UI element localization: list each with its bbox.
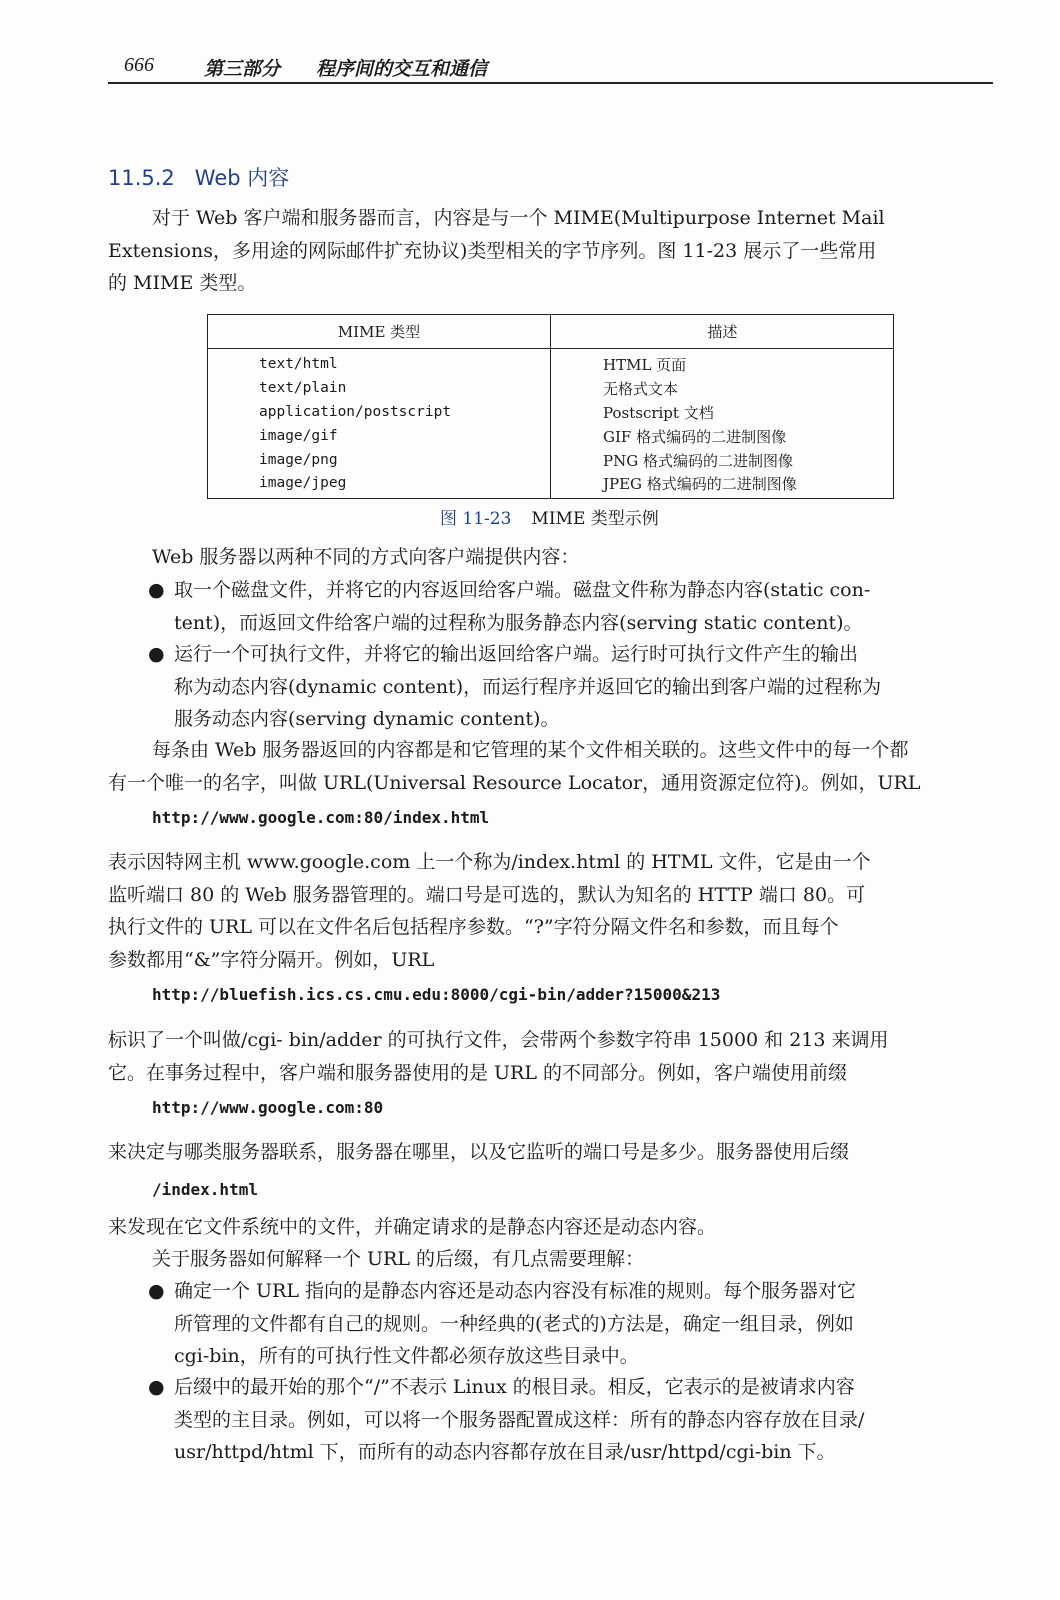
table-cell-type: image/gif (259, 428, 338, 444)
table-cell-type: image/png (259, 452, 338, 468)
text-line: 参数都用“&”字符分隔开。例如，URL (108, 948, 435, 971)
text-line: 确定一个 URL 指向的是静态内容还是动态内容没有标准的规则。每个服务器对它 (174, 1280, 857, 1302)
table-cell-desc: HTML 页面 (603, 356, 687, 374)
text-line: 标识了一个叫做/cgi- bin/adder 的可执行文件，会带两个参数字符串 15000 和 213 来调用 (108, 1029, 889, 1051)
list-item (148, 1371, 994, 1469)
bullet-icon: ● (148, 643, 165, 665)
code-suffix-example: /index.html (152, 1180, 258, 1199)
list-item-text (174, 574, 994, 639)
paragraph-decide: 来决定与哪类服务器联系，服务器在哪里，以及它监听的端口号是多少。服务器使用后缀 (108, 1141, 850, 1163)
table-cell-desc: 无格式文本 (603, 380, 679, 398)
text-line: usr/httpd/html 下，而所有的动态内容都存放在目录/usr/httpd/cgi-bin 下。 (174, 1441, 836, 1463)
text-line: 的 MIME 类型。 (108, 272, 257, 294)
section-heading (108, 162, 309, 192)
paragraph-host (108, 846, 994, 976)
table-cell-desc: Postscript 文档 (603, 404, 714, 422)
bullet-icon: ● (148, 579, 165, 601)
list-item-text (174, 638, 994, 736)
paragraph-adder (108, 1024, 994, 1089)
paragraph-serve: Web 服务器以两种不同的方式向客户端提供内容： (152, 546, 580, 568)
paragraph-points: 关于服务器如何解释一个 URL 的后缀，有几点需要理解： (152, 1248, 645, 1270)
table-divider (550, 315, 551, 498)
code-url-example: http://www.google.com:80/index.html (152, 808, 490, 827)
page-number: 666 (124, 54, 154, 76)
table-header-mime-type: MIME 类型 (337, 323, 421, 341)
section-title: Web 内容 (194, 166, 290, 190)
table-cell-type: application/postscript (259, 404, 452, 420)
table-cell-desc: PNG 格式编码的二进制图像 (603, 452, 793, 470)
text-line: cgi-bin，所有的可执行性文件都必须存放这些目录中。 (174, 1345, 639, 1367)
text-line: 后缀中的最开始的那个“/”不表示 Linux 的根目录。相反，它表示的是被请求内容 (174, 1376, 855, 1398)
list-item (148, 638, 994, 736)
table-header-description: 描述 (707, 323, 738, 341)
figure-caption (440, 504, 659, 529)
chapter-title: 程序间的交互和通信 (316, 58, 488, 80)
text-line: 有一个唯一的名字，叫做 URL(Universal Resource Locator，通用资源定位符)。例如，URL (108, 771, 921, 794)
text-line: 运行一个可执行文件，并将它的输出返回给客户端。运行时可执行文件产生的输出 (174, 643, 859, 665)
text-line: tent)，而返回文件给客户端的过程称为服务静态内容(serving static content)。 (174, 611, 863, 634)
text-line: 执行文件的 URL 可以在文件名后包括程序参数。“?”字符分隔文件名和参数，而且每个 (108, 916, 839, 938)
text-line: Extensions，多用途的网际邮件扩充协议)类型相关的字节序列。图 11-23 展示了一些常用 (108, 239, 877, 262)
figure-caption-text: MIME 类型示例 (531, 509, 659, 529)
section-number: 11.5.2 (108, 166, 175, 190)
text-line: 称为动态内容(dynamic content)，而运行程序并返回它的输出到客户端的过程称为 (174, 675, 882, 698)
table-cell-desc: JPEG 格式编码的二进制图像 (603, 475, 797, 493)
running-header (108, 52, 993, 84)
text-line: 监听端口 80 的 Web 服务器管理的。端口号是可选的，默认为知名的 HTTP 端口 80。可 (108, 883, 866, 906)
code-cgi-url-example: http://bluefish.ics.cs.cmu.edu:8000/cgi-bin/adder?15000&213 (152, 985, 721, 1004)
list-item-text (174, 1371, 994, 1469)
figure-number: 图 11-23 (440, 509, 512, 529)
bullet-icon: ● (148, 1376, 165, 1398)
mime-type-table (207, 314, 894, 499)
paragraph-url (108, 734, 994, 799)
text-line: 它。在事务过程中，客户端和服务器使用的是 URL 的不同部分。例如，客户端使用前缀 (108, 1061, 848, 1084)
text-line: 对于 Web 客户端和服务器而言，内容是与一个 MIME(Multipurpose Internet Mail (152, 207, 885, 229)
bullet-icon: ● (148, 1280, 165, 1302)
list-item (148, 1275, 994, 1373)
text-line: 所管理的文件都有自己的规则。一种经典的(老式的)方法是，确定一组目录，例如 (174, 1312, 854, 1335)
part-title: 第三部分 (204, 58, 281, 80)
table-cell-type: image/jpeg (259, 475, 347, 491)
text-line: 服务动态内容(serving dynamic content)。 (174, 708, 560, 730)
list-item (148, 574, 994, 640)
text-line: 取一个磁盘文件，并将它的内容返回给客户端。磁盘文件称为静态内容(static con- (174, 579, 871, 601)
table-cell-type: text/plain (259, 380, 347, 396)
text-line: 表示因特网主机 www.google.com 上一个称为/index.html 的 HTML 文件，它是由一个 (108, 851, 871, 873)
table-cell-type: text/html (259, 356, 338, 372)
code-prefix-example: http://www.google.com:80 (152, 1098, 384, 1117)
text-line: 类型的主目录。例如，可以将一个服务器配置成这样：所有的静态内容存放在目录/ (174, 1408, 865, 1431)
list-item-text (174, 1275, 994, 1373)
table-cell-desc: GIF 格式编码的二进制图像 (603, 428, 787, 446)
paragraph-find: 来发现在它文件系统中的文件，并确定请求的是静态内容还是动态内容。 (108, 1216, 717, 1238)
intro-paragraph (108, 202, 994, 300)
text-line: 每条由 Web 服务器返回的内容都是和它管理的某个文件相关联的。这些文件中的每一个都 (152, 739, 909, 761)
